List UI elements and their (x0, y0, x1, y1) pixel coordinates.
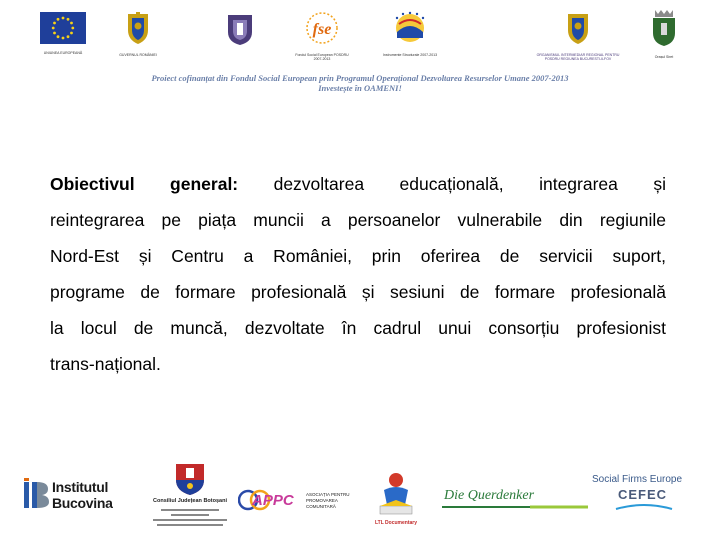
die-text: Die Querdenker (444, 488, 535, 503)
gov-romania-logo (118, 10, 158, 57)
institutul-bucovina-logo (22, 478, 132, 514)
sfe-line2: CEFEC (618, 487, 668, 502)
city-caption: Orașul Siret (654, 55, 674, 59)
svg-text:fse: fse (312, 21, 332, 38)
line-1-text: dezvoltarea educațională, integrarea și (273, 174, 666, 194)
line-4: programe de formare profesională și sesiuni de formare profesională (50, 282, 666, 302)
gov-caption: GUVERNUL ROMÂNIEI (119, 53, 157, 57)
eu-flag-icon (40, 12, 86, 44)
line-3: Nord-Est și Centru a României, prin oferirea de servicii suport, (50, 246, 666, 266)
partner-crest-logo (222, 12, 258, 51)
structural-caption: Instrumente Structurale 2007-2013 (382, 53, 438, 57)
county-crest-icon (173, 462, 207, 496)
die-querdenker-logo (440, 488, 590, 512)
institutul-line1: Institutul (52, 479, 109, 495)
coat-of-arms-icon (563, 10, 593, 46)
shield-icon (225, 12, 255, 46)
consiliu-caption: Consiliul Județean Botoșani (153, 498, 227, 504)
consiliu-subtext-lines (153, 506, 227, 529)
underline-swoosh-icon (440, 502, 590, 510)
fse-logo (292, 10, 352, 61)
line-6: trans-național. (50, 354, 161, 374)
fse-icon (302, 10, 342, 46)
line-2: reintegrarea pe piața muncii a persoanelor vulnerabile din regiunile (50, 210, 666, 230)
ib-monogram-icon (22, 478, 50, 512)
ltl-caption: LTL Documentary (374, 520, 418, 526)
city-crest-icon (649, 8, 679, 48)
sfe-line1: Social Firms Europe (592, 474, 683, 485)
fse-caption: Fondul Social European POSDRU 2007-2013 (295, 53, 349, 61)
eu-flag-logo (38, 12, 88, 55)
line-1 (50, 166, 666, 202)
oi-caption: ORGANISMUL INTERMEDIAR REGIONAL PENTRU POSDRU REGIUNEA BUCURESTI-ILFOV (536, 53, 620, 61)
tagline-1: Proiect cofinanțat din Fondul Social European prin Programul Operațional Dezvoltarea Resurselor Umane 2007-2013 (151, 73, 569, 83)
apcc-logo (238, 486, 358, 516)
city-crest-logo (644, 8, 684, 59)
consiliu-judetean-logo (135, 462, 245, 540)
objective-paragraph (50, 166, 666, 382)
social-firms-europe-logo (592, 474, 702, 514)
ltl-figure-icon (374, 470, 418, 518)
sfe-swoosh-icon (614, 503, 674, 511)
ltl-documentary-logo (366, 470, 426, 532)
stars-circle-icon (389, 10, 431, 46)
objective-label: Obiectivul general: (50, 174, 239, 194)
coat-of-arms-icon (123, 10, 153, 46)
structural-instruments-logo (380, 10, 440, 57)
tagline-2: Investește în OAMENI! (318, 83, 402, 93)
line-5: la locul de muncă, dezvoltate în cadrul unui consorțiu profesionist (50, 318, 666, 338)
apcc-caption: ASOCIAȚIA PENTRU PROMOVAREA COMUNITARĂ (306, 492, 350, 509)
eu-caption: UNIUNEA EUROPEANĂ (43, 51, 83, 55)
oi-posdru-logo (530, 10, 626, 61)
apcc-text: APPC (252, 492, 294, 509)
institutul-line2: Bucovina (52, 495, 113, 511)
